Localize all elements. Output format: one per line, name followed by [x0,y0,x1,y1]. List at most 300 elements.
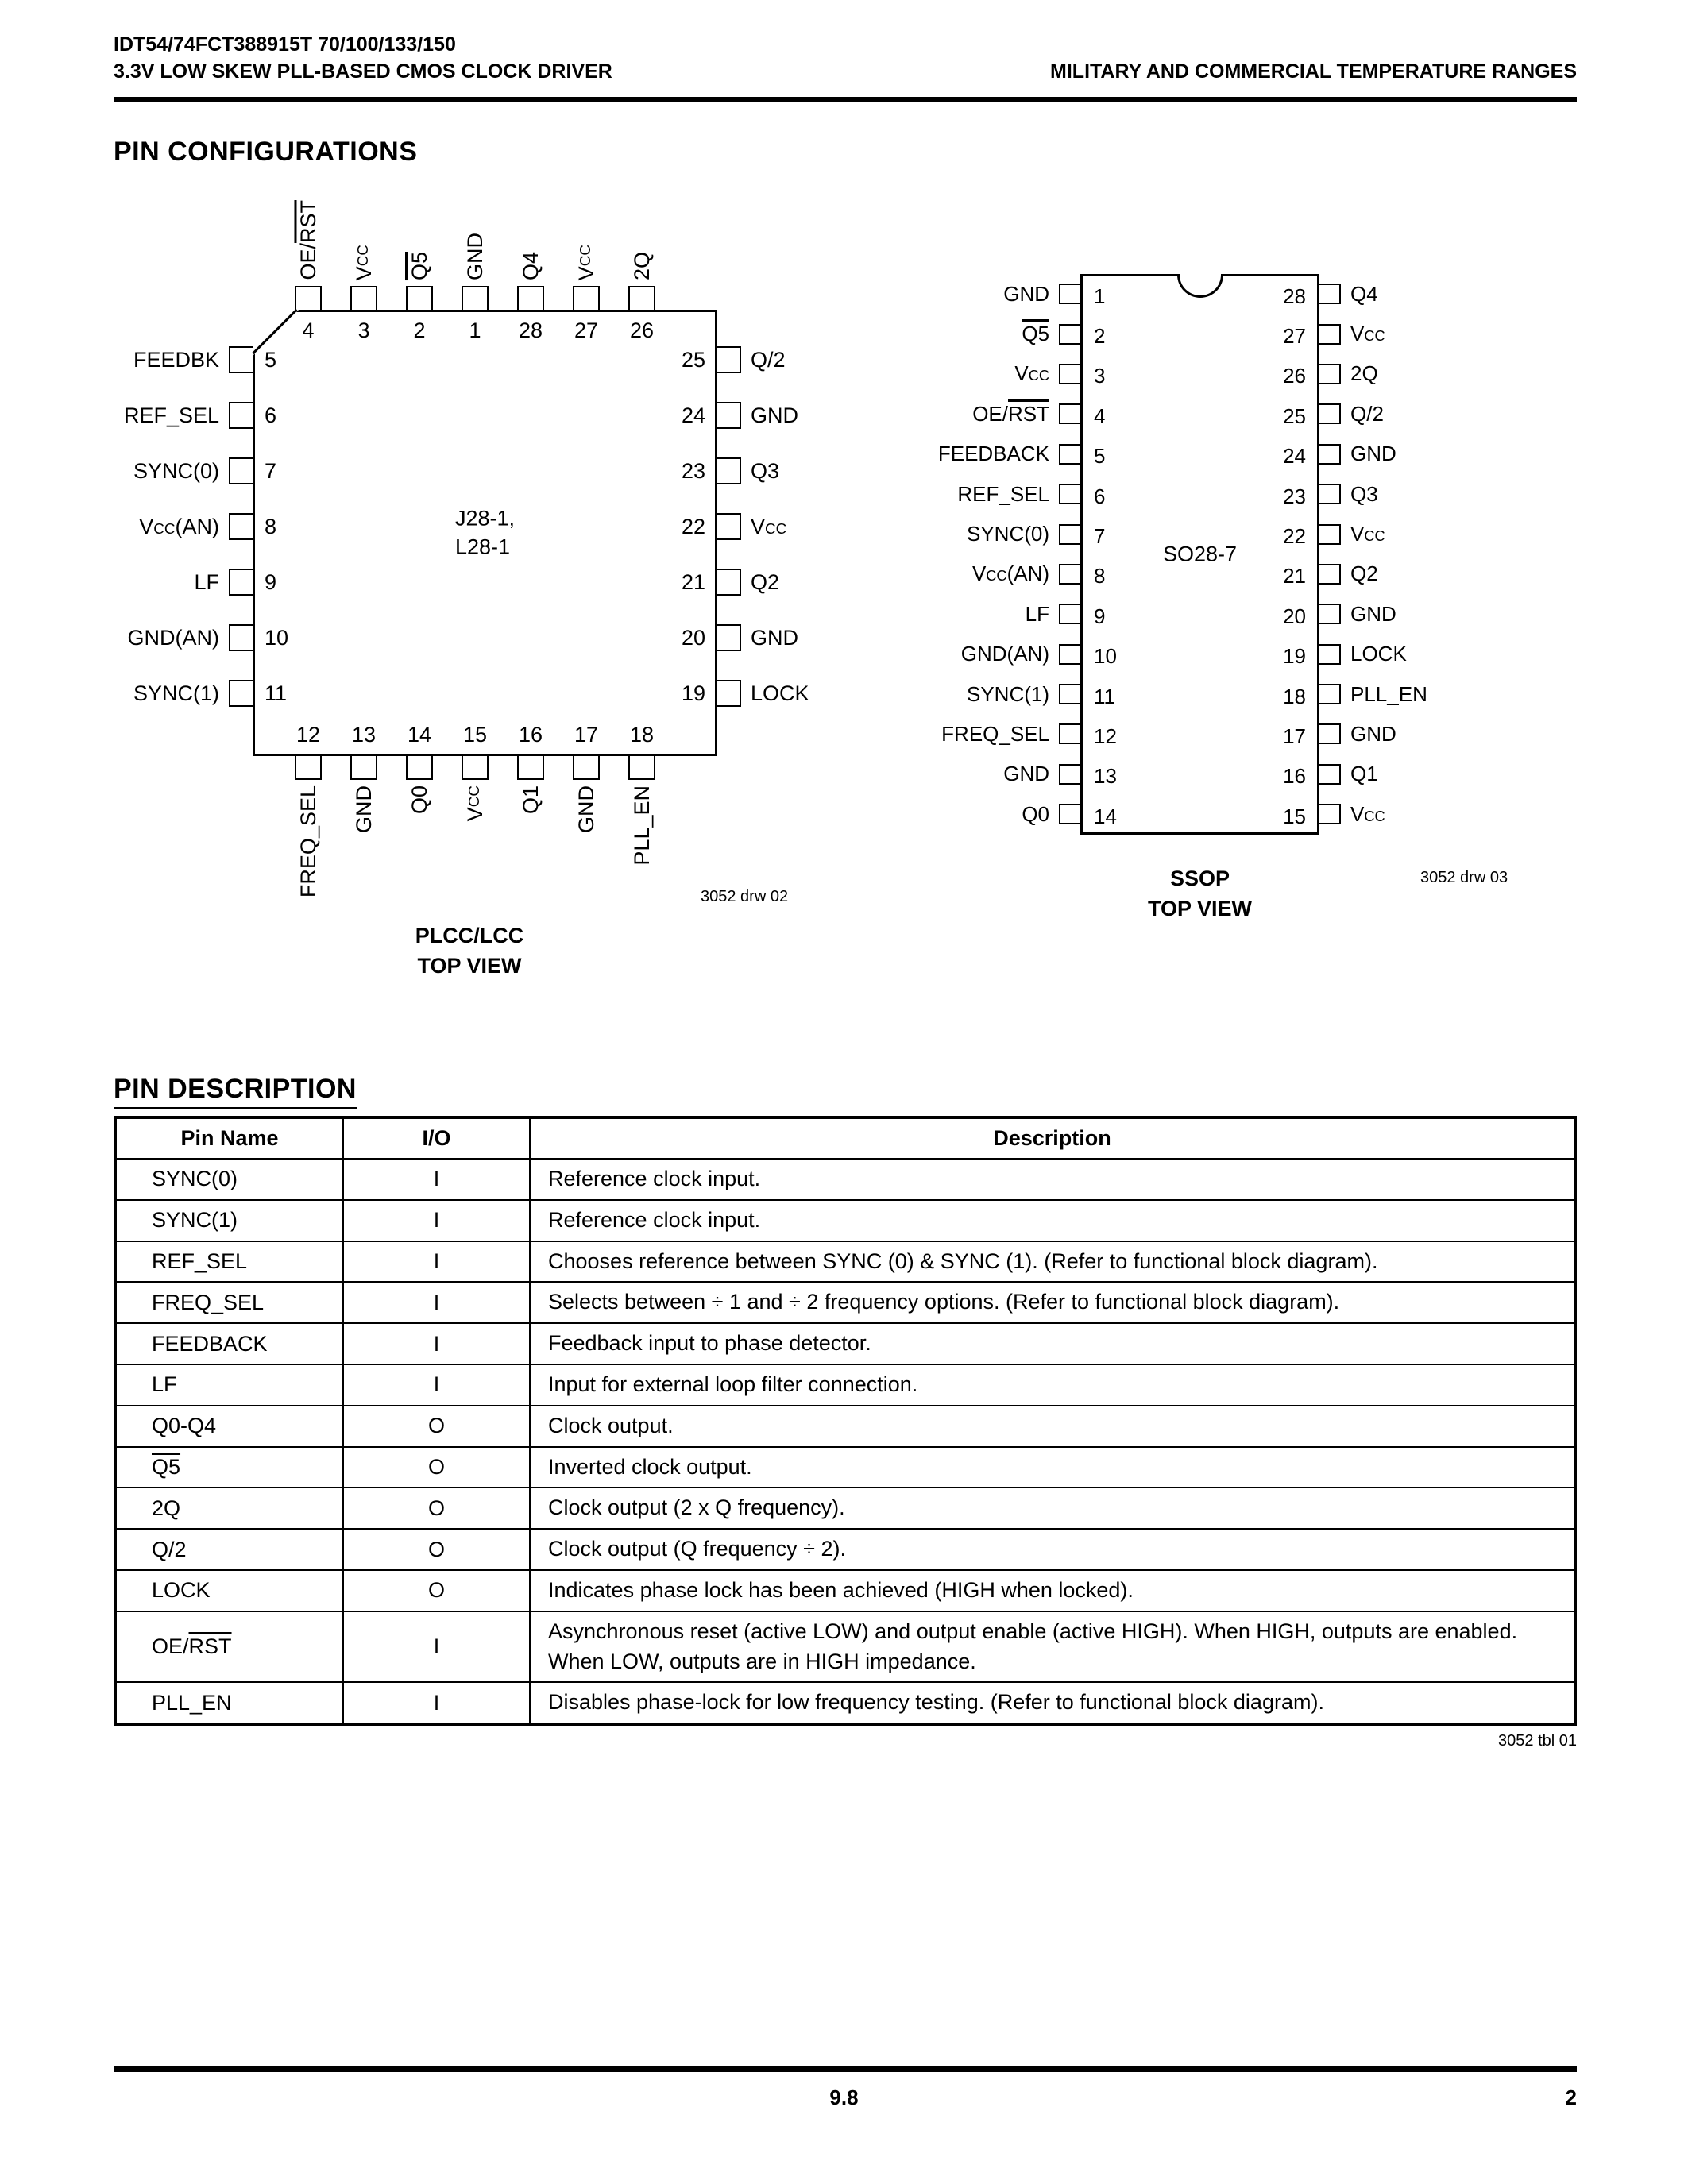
label-segment: 2Q [629,251,654,280]
pin-lead [406,286,433,312]
pin-lead [1059,284,1083,304]
pin-name-cell [115,1529,343,1570]
plcc-pin [111,332,253,388]
pin-label [133,459,219,484]
page-number: 2 [1565,2086,1577,2109]
label-segment: CC [577,244,594,266]
pin-lead [1317,564,1341,585]
pin-lead [462,286,489,312]
pin-number: 13 [1094,764,1117,789]
pin-lead [1059,324,1083,345]
plcc-pin [717,610,854,666]
pin-description-row [115,1447,1575,1488]
pin-description-row [115,1200,1575,1241]
ssop-pin [1319,714,1494,754]
ssop-pin [906,714,1080,754]
plcc-pin [392,756,447,947]
ssop-package-body [1080,274,1319,835]
pin-label [957,482,1049,507]
pin-number: 16 [518,723,543,747]
pin-description-row [115,1488,1575,1529]
pin-number: 13 [351,723,377,747]
pin-label [408,785,432,814]
column-header-io: I/O [343,1117,530,1159]
label-segment: PLL_EN [629,785,654,866]
pin-lead [1059,644,1083,665]
label-segment: Q0 [1022,801,1049,826]
ssop-pin [1319,754,1494,794]
pin-number: 6 [1094,484,1106,508]
pin-io-cell: I [343,1682,530,1724]
pin-lead [1059,484,1083,504]
ssop-pin [906,594,1080,634]
pin-lead [462,754,489,780]
label-segment: GND [1003,762,1049,786]
pin-description-cell: Disables phase-lock for low frequency testing. (Refer to functional block diagram). [530,1682,1575,1724]
pin-description-row [115,1241,1575,1283]
label-segment: OE/ [972,401,1008,426]
plcc-pin [447,756,503,947]
pin-lead [715,569,741,596]
plcc-right-pin-labels [717,310,854,756]
pin-label [941,722,1049,747]
pin-number: 27 [1283,324,1306,349]
label-segment: FEEDBK [133,347,219,372]
pin-number: 4 [1094,403,1106,428]
pin-description-cell: Chooses reference between SYNC (0) & SYNC (1). (Refer to functional block diagram). [530,1241,1575,1283]
label-segment: (AN) [175,514,219,538]
label-segment: V [1350,522,1365,546]
pin-name-cell [115,1364,343,1406]
plcc-pin [111,388,253,443]
ssop-pin [906,754,1080,794]
pin-number: 7 [1094,524,1106,549]
pin-description-row [115,1570,1575,1611]
pin-lead [1317,444,1341,465]
label-segment: Q/2 [1350,401,1384,426]
plcc-pin [717,443,854,499]
label-segment: LF [194,569,219,594]
pin-description-cell: Indicates phase lock has been achieved (HIGH when locked). [530,1570,1575,1611]
ssop-pin [1319,394,1494,434]
ssop-right-pin-labels [1319,274,1494,834]
pin-label [352,785,377,833]
pin-description-row [115,1529,1575,1570]
pin-description-row [115,1611,1575,1683]
pin-lead [1059,524,1083,545]
pin-description-cell: Selects between ÷ 1 and ÷ 2 frequency options. (Refer to functional block diagram). [530,1282,1575,1323]
pin-lead [715,513,741,540]
page-header [114,32,1577,86]
ssop-pin [1319,354,1494,394]
ssop-pin [906,635,1080,674]
pin-lead [295,754,322,780]
label-segment: Q2 [1350,561,1378,586]
table-reference-note: 3052 tbl 01 [1498,1732,1577,1750]
pin-number: 3 [1094,364,1106,388]
pin-lead [1317,764,1341,785]
label-segment: V [462,807,487,822]
pin-lead [1059,364,1083,384]
plcc-pin [111,499,253,554]
pin-lead [229,624,255,651]
ssop-pin [1319,594,1494,634]
pin-number: 5 [265,347,277,372]
table-header-row [115,1117,1575,1159]
ssop-pin [1319,674,1494,714]
pin-number: 20 [1283,604,1306,628]
label-segment: GND [1350,442,1396,466]
pin-label [296,785,321,897]
ssop-caption-line2: TOP VIEW [1147,896,1253,920]
pin-label [1350,762,1378,786]
pin-name-cell [115,1447,343,1488]
pin-description-row [115,1364,1575,1406]
pin-lead [1317,524,1341,545]
label-segment: GND [351,785,376,833]
pin-lead [715,680,741,707]
ssop-index-notch [1177,274,1223,298]
pin-name-cell [115,1611,343,1683]
pin-label [1350,482,1378,507]
pin-lead [406,754,433,780]
pin-description-cell: Input for external loop filter connection. [530,1364,1575,1406]
label-segment: V [574,265,598,280]
plcc-caption [235,921,704,982]
pin-number: 5 [1094,444,1106,469]
plcc-pin [717,666,854,721]
pin-label [1022,802,1049,827]
pin-lead [1317,403,1341,424]
pin-number: 22 [1283,524,1306,549]
pin-io-cell: O [343,1488,530,1529]
footer-rule [114,2066,1577,2072]
pin-label [352,245,377,280]
label-segment: PLL_EN [152,1690,232,1715]
plcc-left-pin-numbers [265,332,288,721]
plcc-pin [336,119,392,310]
plcc-pin [614,119,670,310]
pin-number: 11 [265,681,288,705]
label-segment: SYNC(1) [133,681,219,705]
pin-lead [715,457,741,484]
pin-label [1350,322,1385,346]
pin-label [972,402,1049,426]
label-segment: Q4 [518,251,543,280]
ssop-pin [906,354,1080,394]
pin-lead [1059,444,1083,465]
pin-lead [1317,644,1341,665]
column-header-pin-name: Pin Name [115,1117,343,1159]
plcc-top-pin-numbers [280,318,670,343]
ssop-pin [1319,474,1494,514]
pin-lead [1317,364,1341,384]
label-segment: SYNC(1) [152,1208,238,1233]
pin-name-cell [115,1682,343,1724]
pin-lead [628,286,655,312]
pin-label [751,570,779,595]
pin-io-cell: I [343,1364,530,1406]
pin-lead [229,680,255,707]
label-segment: Q/2 [751,347,786,372]
pin-description-cell: Clock output (Q frequency ÷ 2). [530,1529,1575,1570]
pin-number: 11 [1094,684,1115,708]
pin-label [1350,802,1385,827]
label-segment: CC [1364,328,1385,345]
label-segment: V [1014,361,1029,386]
pin-lead [1317,684,1341,704]
label-segment: GND(AN) [960,642,1049,666]
pin-label [133,348,219,372]
label-segment: CC [986,568,1007,585]
label-segment: V [1350,801,1365,826]
pin-number: 15 [1283,804,1306,828]
label-segment: GND [751,403,798,427]
label-segment: V [1350,322,1365,346]
label-segment: Q0 [407,785,431,815]
pin-name-cell [115,1159,343,1200]
pin-number: 2 [1094,324,1106,349]
pin-lead [573,754,600,780]
label-segment: GND [574,785,598,833]
label-segment: OE/ [295,243,320,280]
pin-description-section [114,1116,1577,1750]
ssop-pin [906,474,1080,514]
pin-lead [628,754,655,780]
pin-description-row [115,1282,1575,1323]
label-segment: 2Q [152,1495,181,1520]
ssop-pin [1319,314,1494,353]
label-segment: OE/ [152,1634,189,1659]
pin-lead [715,346,741,373]
label-segment: GND [1350,601,1396,626]
ssop-pin [906,514,1080,554]
label-segment: V [971,561,987,586]
pin-number: 9 [1094,604,1106,628]
plcc-package-diagram [111,119,854,947]
pin-name-cell [115,1570,343,1611]
label-segment: Q0-Q4 [152,1414,217,1438]
pin-number: 14 [1094,804,1117,828]
pin-name-cell [115,1282,343,1323]
pin-lead [715,402,741,429]
pin-io-cell: I [343,1241,530,1283]
label-segment: CC [1028,368,1049,384]
pin-description-title: PIN DESCRIPTION [114,1074,357,1109]
plcc-left-pin-labels [111,310,253,756]
label-segment: $\overline{RST}$ [1008,401,1049,426]
pin-number: 9 [265,569,277,594]
pin-lead [229,513,255,540]
plcc-pin [447,119,503,310]
document-part-number: IDT54/74FCT388915T 70/100/133/150 [114,33,456,56]
ssop-pin [1319,434,1494,474]
pin-number: 23 [1283,484,1306,508]
pin-label [751,681,809,706]
pin-number: 24 [681,403,705,427]
pin-label [1022,322,1049,346]
pin-label [967,682,1049,707]
plcc-pin [111,443,253,499]
label-segment: CC [1364,528,1385,545]
table-body [115,1159,1575,1724]
label-segment: GND [1003,281,1049,306]
label-segment: Q1 [1350,762,1378,786]
pin-number: 4 [302,318,315,342]
pin-lead [1317,804,1341,824]
pin-number: 12 [295,723,321,747]
ssop-left-pin-labels [906,274,1080,834]
plcc-caption-line2: TOP VIEW [417,953,522,978]
label-segment: Q1 [518,785,543,815]
pin-number: 8 [265,514,277,538]
drawing-number-note-ssop: 3052 drw 03 [1420,869,1508,886]
pin-number: 18 [629,723,655,747]
pin-label [972,561,1049,586]
pin-description-cell: Feedback input to phase detector. [530,1323,1575,1364]
pin-label [574,785,599,833]
pin-lead [1317,604,1341,624]
ssop-caption-line1: SSOP [1169,866,1230,890]
pin-label [751,348,786,372]
label-segment: LF [152,1372,177,1397]
pin-number: 6 [265,403,277,427]
label-segment: CC [354,244,372,266]
label-segment: REF_SEL [123,403,219,427]
ssop-pin [906,554,1080,594]
pin-number: 19 [1283,644,1306,669]
pin-number: 15 [462,723,488,747]
label-segment: (AN) [1006,561,1049,586]
pin-number: 12 [1094,723,1117,748]
pin-number: 1 [469,318,481,342]
pin-number: 16 [1283,764,1306,789]
pin-label [967,522,1049,546]
pin-lead [350,754,377,780]
pin-label [751,515,786,539]
pin-label [519,252,543,280]
pin-number: 26 [629,318,655,342]
pin-label [751,403,798,428]
pin-label [124,403,219,428]
plcc-pin [614,756,670,947]
label-segment: FREQ_SEL [295,785,320,898]
plcc-pin [280,756,336,947]
pin-lead [517,754,544,780]
pin-number: 1 [1094,284,1106,308]
pin-number: 17 [1283,723,1306,748]
pin-io-cell: O [343,1406,530,1447]
pin-description-cell: Asynchronous reset (active LOW) and output enable (active HIGH). When HIGH, outputs are enabled. When LOW, outputs are in HIGH impedance. [530,1611,1575,1683]
ssop-pin [1319,274,1494,314]
pin-label [463,233,488,280]
label-segment: FEEDBACK [937,442,1049,466]
pin-label [630,252,655,280]
plcc-pin [558,756,614,947]
label-segment: CC [465,785,483,808]
pin-description-row [115,1159,1575,1200]
ssop-pin [906,794,1080,834]
pin-label [1003,762,1049,786]
pin-name-cell [115,1323,343,1364]
ssop-pin [906,314,1080,353]
pin-label [139,515,219,539]
pin-lead [1059,764,1083,785]
table-head [115,1117,1575,1159]
pin-label [751,626,798,650]
pin-number: 14 [407,723,432,747]
ssop-package-code: SO28-7 [1162,542,1238,566]
label-segment: CC [765,520,787,538]
label-segment: Q5 [407,251,431,280]
label-segment: RST [295,200,320,244]
pin-label [1026,602,1049,627]
label-segment: PLL_EN [1350,681,1427,706]
pin-label [296,200,321,280]
pin-description-cell: Reference clock input. [530,1159,1575,1200]
pin-lead [1059,564,1083,585]
drawing-number-note-plcc: 3052 drw 02 [701,888,789,905]
pin-lead [715,624,741,651]
label-segment: Q/2 [152,1537,187,1561]
pin-lead [1059,804,1083,824]
ssop-pin [1319,635,1494,674]
pin-number: 3 [357,318,370,342]
label-segment: Q3 [1350,481,1378,506]
column-header-description: Description [530,1117,1575,1159]
label-segment: FREQ_SEL [941,721,1049,746]
pin-io-cell: I [343,1159,530,1200]
label-segment: Q5 [1022,322,1049,346]
pin-label [1350,361,1378,386]
pin-number: 27 [574,318,599,342]
pin-number: 7 [265,458,277,483]
pin-number: 8 [1094,564,1106,588]
pin-description-cell: Inverted clock output. [530,1447,1575,1488]
pin-label [1350,602,1396,627]
section-number: 9.8 [829,2086,859,2109]
label-segment: GND(AN) [127,625,219,650]
label-segment: SYNC(0) [152,1167,238,1191]
pin-io-cell: I [343,1282,530,1323]
ssop-caption [1080,864,1319,924]
ssop-left-pin-numbers [1094,276,1117,836]
pin-label [1350,282,1378,307]
pin-lead [229,346,255,373]
pin-label [1350,722,1396,747]
plcc-pin [503,119,558,310]
plcc-bottom-pin-numbers [280,723,670,747]
temperature-range-note: MILITARY AND COMMERCIAL TEMPERATURE RANGES [1050,60,1577,83]
pin-number: 24 [1283,444,1306,469]
pin-lead [573,286,600,312]
plcc-pin [280,119,336,310]
label-segment: SYNC(0) [966,522,1049,546]
label-segment: FEEDBACK [152,1331,268,1356]
pin-lead [1317,324,1341,345]
pin-io-cell: O [343,1570,530,1611]
pin-lead [1059,684,1083,704]
label-segment: SYNC(1) [966,681,1049,706]
pin-description-row [115,1323,1575,1364]
pin-label [751,459,779,484]
pin-io-cell: O [343,1447,530,1488]
pin-number: 22 [681,514,705,538]
label-segment: LF [1025,601,1049,626]
pin-label [519,785,543,814]
label-segment: FREQ_SEL [152,1290,265,1314]
label-segment: LOCK [152,1578,211,1603]
